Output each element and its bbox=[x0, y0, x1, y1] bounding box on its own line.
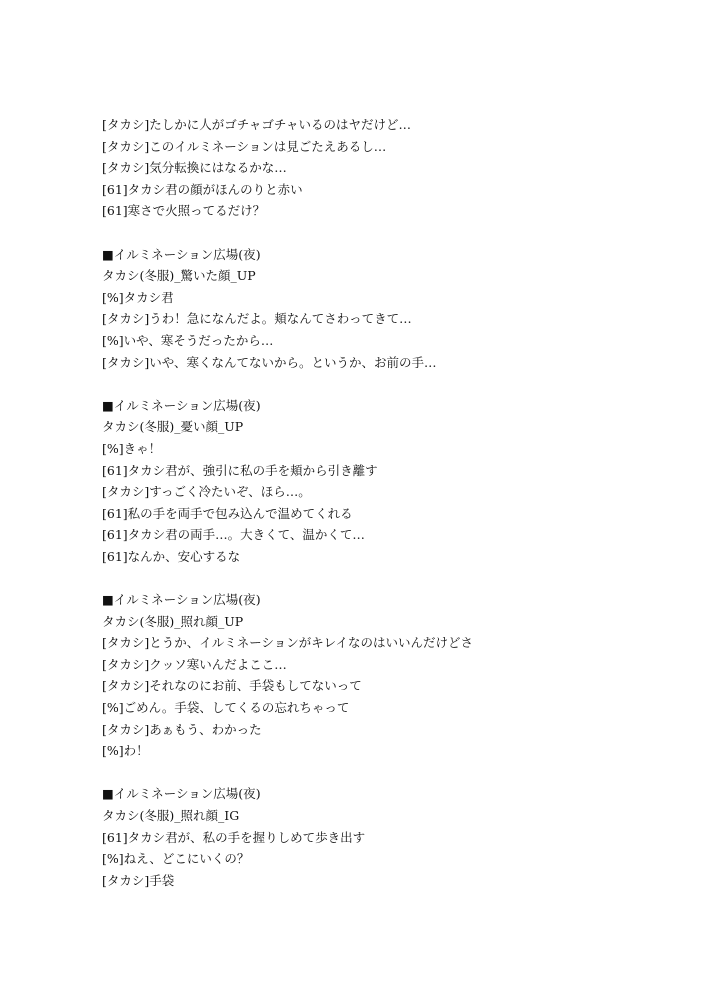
script-line: [タカシ]それなのにお前、手袋もしてないって bbox=[102, 678, 362, 694]
script-line: [61]寒さで火照ってるだけ？ bbox=[102, 203, 266, 219]
script-line: [61]私の手を両手で包み込んで温めてくれる bbox=[102, 505, 353, 521]
scene-heading: ■イルミネーション広場(夜) bbox=[102, 786, 261, 802]
blank-line bbox=[102, 222, 662, 244]
script-line: [61]タカシ君の両手…。大きくて、温かくて… bbox=[102, 527, 365, 543]
script-line: [%]わ！ bbox=[102, 743, 149, 759]
script-line: [%]ねえ、どこにいくの？ bbox=[102, 851, 250, 867]
blank-line bbox=[102, 567, 662, 589]
character-expression: タカシ(冬服)_照れ顔_UP bbox=[102, 613, 244, 629]
script-line: [61]なんか、安心するな bbox=[102, 548, 241, 564]
script-line: [タカシ]クッソ寒いんだよここ… bbox=[102, 656, 287, 672]
character-expression: タカシ(冬服)_驚いた顔_UP bbox=[102, 268, 256, 284]
character-expression: タカシ(冬服)_憂い顔_UP bbox=[102, 419, 244, 435]
script-line: [タカシ]いや、寒くなんてないから。というか、お前の手… bbox=[102, 354, 437, 370]
script-line: [タカシ]すっごく冷たいぞ、ほら…。 bbox=[102, 484, 311, 500]
script-line: [タカシ]このイルミネーションは見ごたえあるし… bbox=[102, 138, 387, 154]
script-line: [タカシ]とうか、イルミネーションがキレイなのはいいんだけどさ bbox=[102, 635, 474, 651]
script-line: [タカシ]うわ！急になんだよ。頬なんてさわってきて… bbox=[102, 311, 412, 327]
script-line: [タカシ]たしかに人がゴチャゴチャいるのはヤだけど… bbox=[102, 117, 412, 132]
script-line: [%]タカシ君 bbox=[102, 289, 174, 305]
script-line: [61]タカシ君が、私の手を握りしめて歩き出す bbox=[102, 829, 366, 845]
blank-line bbox=[102, 762, 662, 784]
script-line: [%]きゃ！ bbox=[102, 440, 162, 456]
character-expression: タカシ(冬服)_照れ顔_IG bbox=[102, 808, 240, 823]
scene-heading: ■イルミネーション広場(夜) bbox=[102, 246, 261, 262]
script-line: [%]いや、寒そうだったから… bbox=[102, 332, 274, 348]
script-line: [タカシ]あぁもう、わかった bbox=[102, 721, 262, 737]
script-line: [タカシ]手袋 bbox=[102, 872, 175, 888]
scene-heading: ■イルミネーション広場(夜) bbox=[102, 397, 261, 413]
scene-heading: ■イルミネーション広場(夜) bbox=[102, 592, 261, 608]
script-line: [61]タカシ君の顔がほんのりと赤い bbox=[102, 181, 303, 197]
script-line: [61]タカシ君が、強引に私の手を頬から引き離す bbox=[102, 462, 378, 478]
script-lines bbox=[102, 114, 662, 891]
blank-line bbox=[102, 373, 662, 395]
script-line: [タカシ]気分転換にはなるかな… bbox=[102, 160, 287, 176]
script-line: [%]ごめん。手袋、してくるの忘れちゃって bbox=[102, 700, 350, 716]
